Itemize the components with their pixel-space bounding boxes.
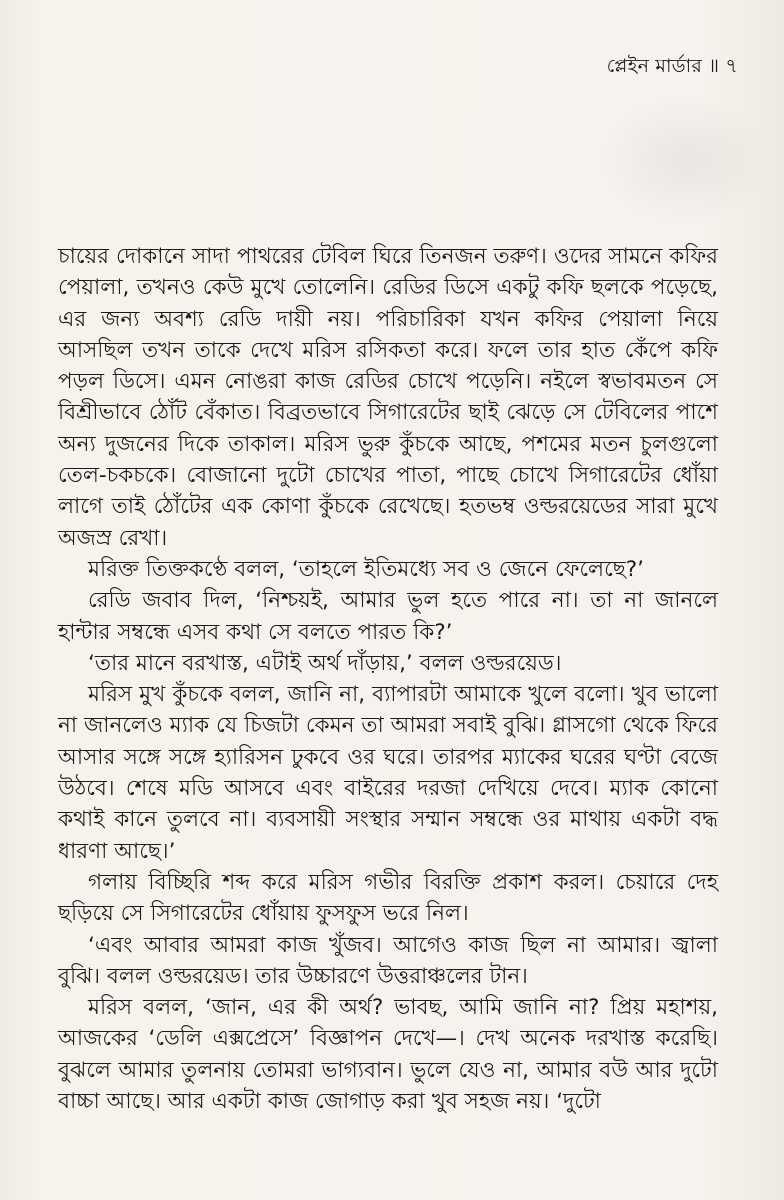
body-text [58, 241, 718, 1117]
paragraph-7: ‘এবং আবার আমরা কাজ খুঁজব। আগেও কাজ ছিল না আমার। জ্বালা বুঝি। বলল ওল্ডরয়েড। তার উচ্চারণে উত্তরাঞ্চলের টান। [58, 932, 718, 989]
paragraph-5: মরিস মুখ কুঁচকে বলল, জানি না, ব্যাপারটা আমাকে খুলে বলো। খুব ভালো না জানলেও ম্যাক যে চিজটা কেমন তা আমরা সবাই বুঝি। গ্লাসগো থেকে ফিরে আসার সঙ্গে সঙ্গে হ্যারিসন ঢুকবে ওর ঘরে। তারপর ম্যাকের ঘরের ঘণ্টা বেজে উঠবে। শেষে মডি আসবে এবং বাইরের দরজা দেখিয়ে দেবে। ম্যাক কোনো কথাই কানে তুলবে না। ব্যবসায়ী সংস্থার সম্মান সম্বন্ধে ওর মাথায় একটা বদ্ধ ধারণা আছে।’ [58, 682, 718, 864]
running-head: প্লেইন মার্ডার ॥ ৭ [606, 55, 738, 77]
paragraph-1: চায়ের দোকানে সাদা পাথরের টেবিল ঘিরে তিনজন তরুণ। ওদের সামনে কফির পেয়ালা, তখনও কেউ মুখে তোলেনি। রেডির ডিসে একটু কফি ছলকে পড়েছে, এর জন্য অবশ্য রেডি দায়ী নয়। পরিচারিকা যখন কফির পেয়ালা নিয়ে আসছিল তখন তাকে দেখে মরিস রসিকতা করে। ফলে তার হাত কেঁপে কফি পড়ল ডিসে। এমন নোঙরা কাজ রেডির চোখে পড়েনি। নইলে স্বভাবমতন সে বিশ্রীভাবে ঠোঁট বেঁকাত। বিব্রতভাবে সিগারেটের ছাই ঝেড়ে সে টেবিলের পাশে অন্য দুজনের দিকে তাকাল। মরিস ভুরু কুঁচকে আছে, পশমের মতন চুলগুলো তেল-চকচকে। বোজানো দুটো চোখের পাতা, পাছে চোখে সিগারেটের ধোঁয়া লাগে তাই ঠোঁটের এক কোণা কুঁচকে রেখেছে। হতভম্ব ওল্ডরয়েডের সারা মুখে অজস্র রেখা। [58, 244, 718, 551]
paragraph-2: মরিক্ত তিক্তকণ্ঠে বলল, ‘তাহলে ইতিমধ্যে সব ও জেনে ফেলেছে?’ [88, 556, 644, 582]
show-through-smudge [600, 95, 775, 225]
paragraph-6: গলায় বিচ্ছিরি শব্দ করে মরিস গভীর বিরক্তি প্রকাশ করল। চেয়ারে দেহ ছড়িয়ে সে সিগারেটের ধোঁয়ায় ফুসফুস ভরে নিল। [58, 869, 718, 927]
paragraph-8: মরিস বলল, ‘জান, এর কী অর্থ? ভাবছ, আমি জানি না? প্রিয় মহাশয়, আজকের ‘ডেলি এক্সপ্রেসে’ বিজ্ঞাপন দেখে—। দেখ অনেক দরখাস্ত করেছি। বুঝলে আমার তুলনায় তোমরা ভাগ্যবান। ভুলে যেও না, আমার বউ আর দুটো বাচ্চা আছে। আর একটা কাজ জোগাড় করা খুব সহজ নয়। ‘দুটো [58, 995, 718, 1115]
paragraph-3: রেডি জবাব দিল, ‘নিশ্চয়ই, আমার ভুল হতে পারে না। তা না জানলে হান্টার সম্বন্ধে এসব কথা সে বলতে পারত কি?’ [58, 588, 718, 645]
paragraph-4: ‘তার মানে বরখাস্ত, এটাই অর্থ দাঁড়ায়,’ বলল ওল্ডরয়েড। [88, 650, 562, 676]
